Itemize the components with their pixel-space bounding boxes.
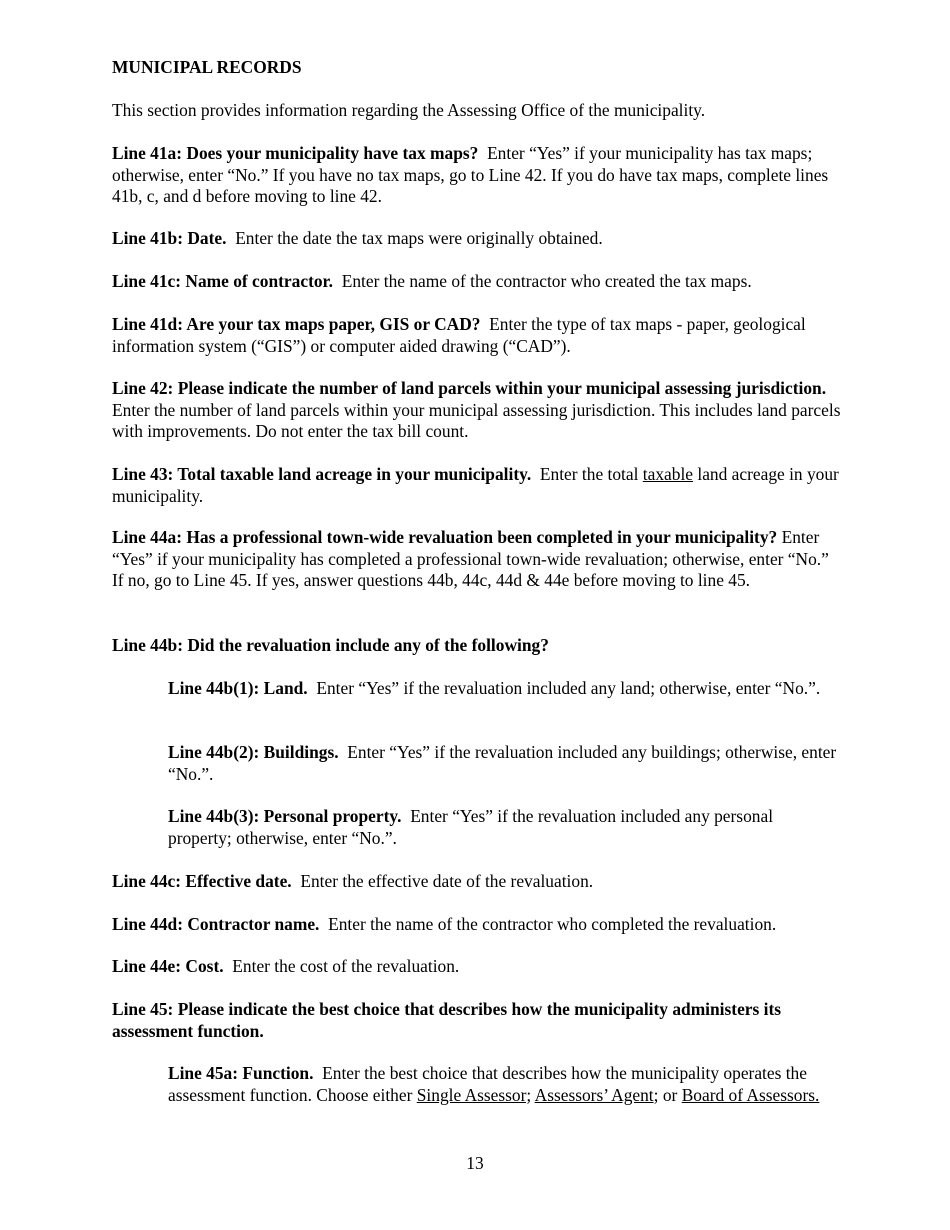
line-41a-label: Line 41a: Does your municipality have tax maps? (112, 143, 479, 163)
line-43-text-before: Enter the total (539, 464, 639, 484)
line-44a-label: Line 44a: Has a professional town-wide revaluation been completed in your municipality? (112, 527, 778, 547)
intro-paragraph: This section provides information regarding the Assessing Office of the municipality. (112, 100, 706, 120)
choice-assessors-agent: Assessors’ Agent; (534, 1084, 659, 1105)
line-43-text-after: land acreage in your municipality. (112, 464, 839, 506)
choice-or: or (662, 1084, 678, 1105)
line-44c-label: Line 44c: Effective date. (112, 871, 292, 891)
line-44b (112, 635, 842, 657)
line-45a-label: Line 45a: Function. (168, 1063, 314, 1083)
line-44b3 (168, 806, 838, 849)
line-41c (112, 271, 842, 293)
line-44a-text: Enter “Yes” if your municipality has completed a professional town-wide revaluation; otherwise, enter “No.” If no, go to Line 45. If yes, answer questions 44b, 44c, 44d & 44e before moving to line 45. (112, 527, 829, 591)
line-44d (112, 914, 842, 936)
line-44c-text: Enter the effective date of the revaluation. (300, 871, 594, 891)
line-45a (168, 1063, 838, 1106)
line-44d-text: Enter the name of the contractor who completed the revaluation. (328, 914, 777, 934)
line-44b2-label: Line 44b(2): Buildings. (168, 742, 339, 762)
choice-board-of-assessors: Board of Assessors. (681, 1084, 820, 1105)
line-41a (112, 143, 842, 208)
line-41c-label: Line 41c: Name of contractor. (112, 271, 334, 291)
line-43-underlined: taxable (642, 464, 693, 484)
line-42-text: Enter the number of land parcels within your municipal assessing jurisdiction. This includes land parcels with improvements. Do not enter the tax bill count. (112, 399, 841, 442)
line-41b-text: Enter the date the tax maps were originally obtained. (235, 228, 603, 248)
line-44b3-text: Enter “Yes” if the revaluation included any personal property; otherwise, enter “No.”. (168, 806, 774, 848)
line-43 (112, 464, 842, 507)
line-42 (112, 378, 842, 443)
line-41d-text: Enter the type of tax maps - paper, geological information system (“GIS”) or computer aided drawing (“CAD”). (112, 314, 806, 356)
line-41c-text: Enter the name of the contractor who created the tax maps. (341, 271, 752, 291)
choice-single-assessor: Single Assessor; (416, 1084, 532, 1105)
line-41a-text: Enter “Yes” if your municipality has tax maps; otherwise, enter “No.” If you have no tax maps, go to Line 42. If you do have tax maps, complete lines 41b, c, and d before moving to line 42. (112, 143, 829, 207)
line-44c (112, 871, 842, 893)
line-45a-text: Enter the best choice that describes how the municipality operates the assessment function. Choose either (168, 1063, 807, 1105)
line-42-label: Line 42: Please indicate the number of land parcels within your municipal assessing jurisdiction. (112, 378, 827, 398)
line-44b3-label: Line 44b(3): Personal property. (168, 806, 402, 826)
line-45 (112, 999, 842, 1042)
line-44b2-text: Enter “Yes” if the revaluation included any buildings; otherwise, enter “No.”. (168, 742, 837, 784)
line-44b2 (168, 742, 838, 785)
line-45-label: Line 45: Please indicate the best choice that describes how the municipality administers its assessment function. (112, 999, 782, 1041)
line-44a (112, 527, 842, 592)
line-41d-label: Line 41d: Are your tax maps paper, GIS or CAD? (112, 314, 481, 334)
line-44b-label: Line 44b: Did the revaluation include any of the following? (112, 635, 549, 655)
line-44b1-label: Line 44b(1): Land. (168, 678, 308, 698)
line-44e-label: Line 44e: Cost. (112, 956, 224, 976)
line-44e-text: Enter the cost of the revaluation. (232, 956, 460, 976)
line-44b1 (168, 678, 838, 700)
line-44d-label: Line 44d: Contractor name. (112, 914, 320, 934)
page-number: 13 (466, 1153, 484, 1173)
line-44b1-text: Enter “Yes” if the revaluation included any land; otherwise, enter “No.”. (316, 678, 821, 698)
section-heading: MUNICIPAL RECORDS (112, 57, 302, 77)
line-44e (112, 956, 842, 978)
line-41d (112, 314, 842, 357)
line-43-label: Line 43: Total taxable land acreage in your municipality. (112, 464, 532, 484)
line-41b (112, 228, 842, 250)
line-41b-label: Line 41b: Date. (112, 228, 227, 248)
